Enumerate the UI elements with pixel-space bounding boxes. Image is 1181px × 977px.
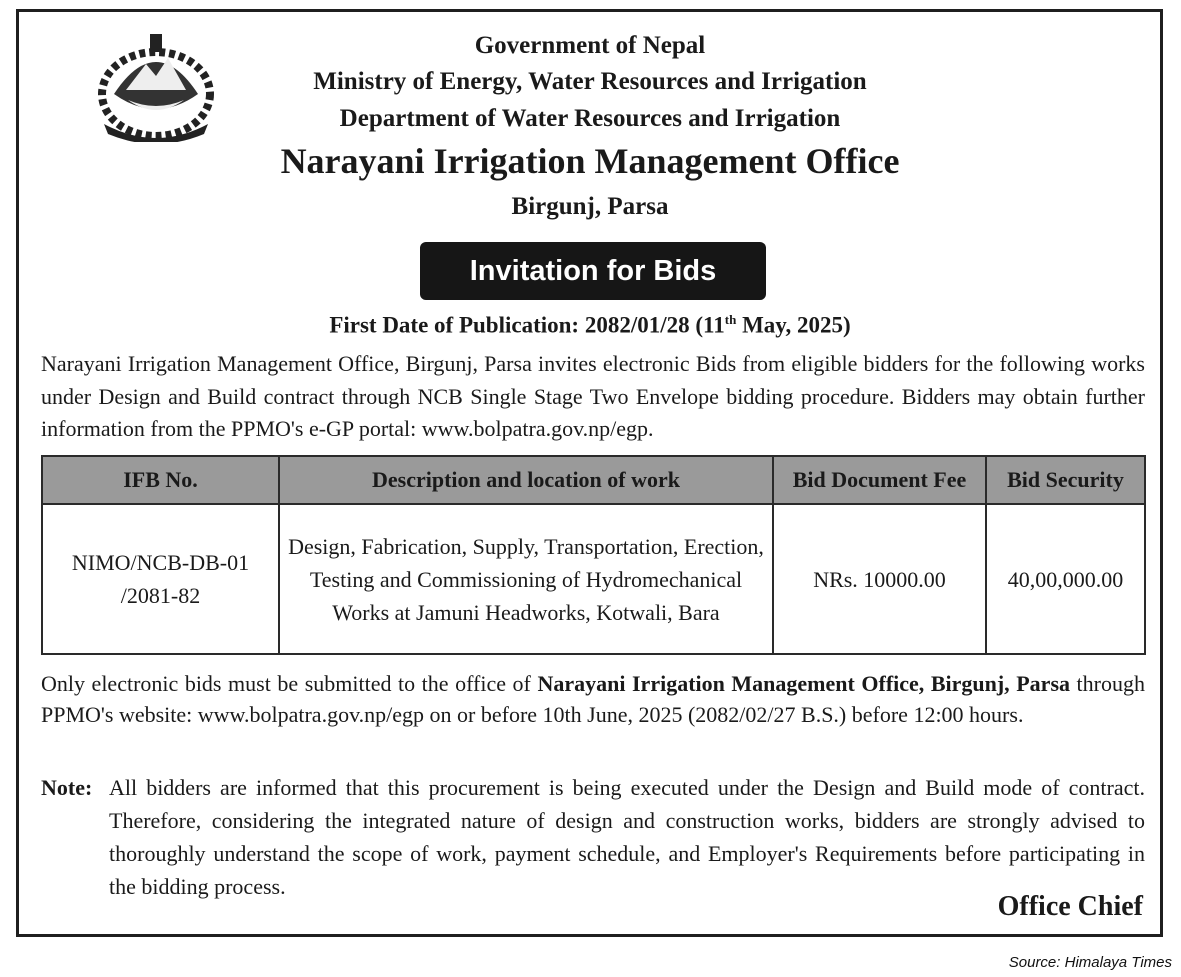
column-header-ifb-no: IFB No. bbox=[42, 456, 279, 504]
publication-date bbox=[180, 312, 1000, 339]
note-label: Note: bbox=[41, 775, 93, 800]
bids-table bbox=[41, 455, 1146, 655]
cell-description: Design, Fabrication, Supply, Transportation, Erection, Testing and Commissioning of Hydromechanical Works at Jamuni Headworks, Kotwali, Bara bbox=[279, 504, 773, 654]
table-row bbox=[42, 504, 1145, 654]
column-header-bid-security: Bid Security bbox=[986, 456, 1145, 504]
publication-date-sup: th bbox=[724, 312, 737, 327]
note-text: All bidders are informed that this procurement is being executed under the Design and Build mode of contract. Therefore, considering the integrated nature of design and construction works, bidders are strongly advised to thoroughly understand the scope of work, payment schedule, and Employer's Requirements before participating in the bidding process. bbox=[109, 775, 1145, 899]
submission-office-name: Narayani Irrigation Management Office, Birgunj, Parsa bbox=[537, 671, 1070, 696]
cell-bid-security: 40,00,000.00 bbox=[986, 504, 1145, 654]
source-credit: Source: Himalaya Times bbox=[1008, 954, 1172, 971]
table-header-row bbox=[42, 456, 1145, 504]
header-location: Birgunj, Parsa bbox=[511, 193, 669, 220]
intro-paragraph: Narayani Irrigation Management Office, Birgunj, Parsa invites electronic Bids from eligible bidders for the following works under Design and Build contract through NCB Single Stage Two Envelope bidding procedure. Bidders may obtain further information from the PPMO's e-GP portal: www.bolpatra.gov.np/egp. bbox=[41, 351, 1145, 441]
cell-bid-document-fee: NRs. 10000.00 bbox=[773, 504, 986, 654]
column-header-description: Description and location of work bbox=[279, 456, 773, 504]
invitation-banner: Invitation for Bids bbox=[420, 242, 766, 300]
header-office: Narayani Irrigation Management Office bbox=[280, 141, 900, 181]
publication-date-suffix: May, 2025) bbox=[736, 312, 851, 338]
submission-text-1: Only electronic bids must be submitted to the office of bbox=[41, 671, 538, 696]
header-ministry: Ministry of Energy, Water Resources and Irrigation bbox=[313, 68, 867, 95]
submission-text-2: through PPMO's website: www.bolpatra.gov.np/egp on or before 10th June, 2025 (2082/02/27 B.S.) before 12:00 hours. bbox=[41, 671, 1145, 727]
column-header-bid-document-fee: Bid Document Fee bbox=[773, 456, 986, 504]
header-government: Government of Nepal bbox=[474, 32, 706, 59]
publication-date-prefix: First Date of Publication: 2082/01/28 (11 bbox=[329, 312, 725, 338]
header-department: Department of Water Resources and Irrigation bbox=[339, 105, 841, 132]
signature-office-chief: Office Chief bbox=[997, 891, 1143, 922]
cell-ifb-no: NIMO/NCB-DB-01 /2081-82 bbox=[42, 504, 279, 654]
note-block bbox=[41, 771, 1145, 903]
submission-paragraph bbox=[41, 668, 1145, 730]
